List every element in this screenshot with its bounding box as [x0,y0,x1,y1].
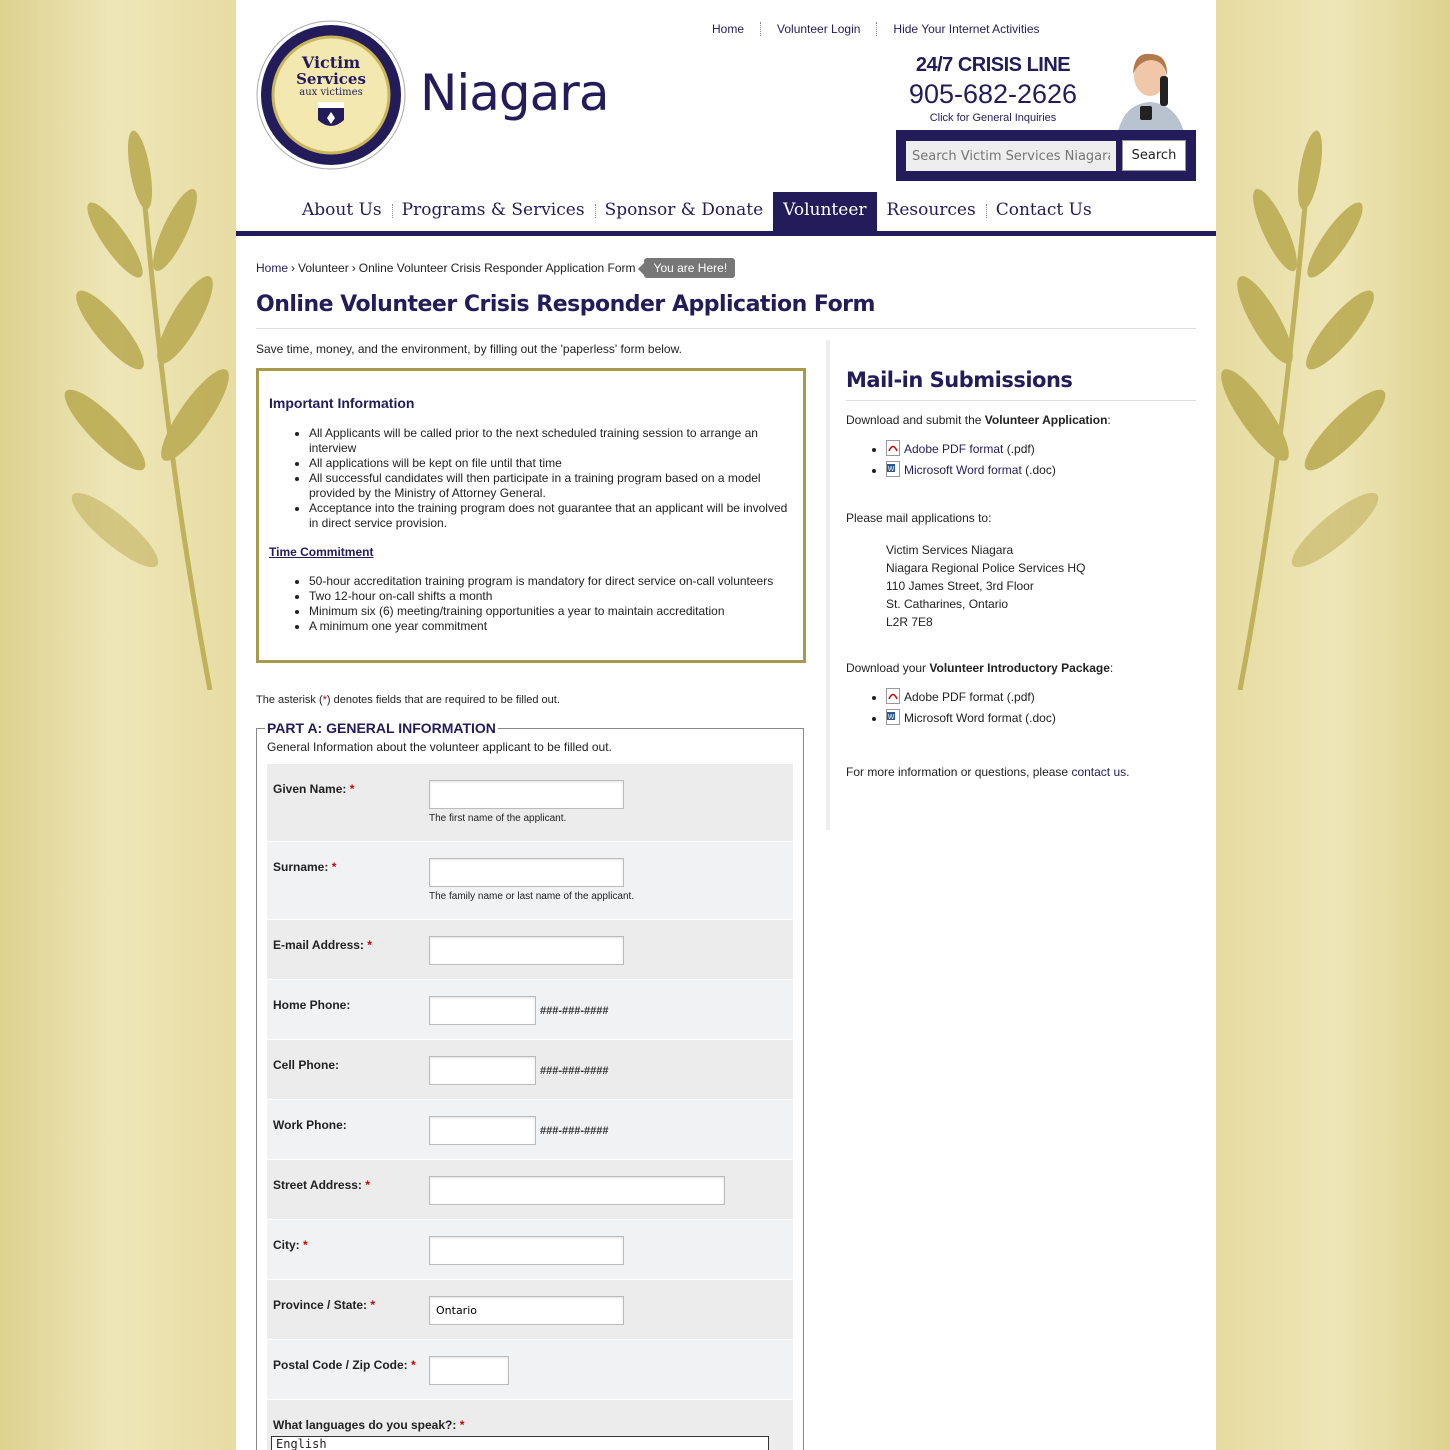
title-divider [256,328,1196,329]
postal-code-label-text: Postal Code / Zip Code: [273,1358,408,1372]
important-info-list [269,426,793,531]
you-are-here-badge: You are Here! [644,258,736,278]
home-phone-input[interactable] [429,996,536,1025]
given-name-row [267,764,793,842]
nav-volunteer[interactable]: Volunteer [773,192,876,231]
list-item: • Minimum six (6) meeting/training opportunities a year to maintain accreditation [309,604,793,619]
general-info-fieldset [256,720,804,1450]
required-star: * [459,1418,465,1432]
list-item: • All successful candidates will then participate in a training program based on a model provided by the Ministry of Attorney General. [309,471,793,501]
application-downloads [846,439,1196,481]
search-bar [896,130,1196,181]
email-label-text: E-mail Address: [273,938,364,952]
search-input[interactable] [906,141,1116,171]
download-application-text [846,413,1196,427]
more-info-before: For more information or questions, please [846,765,1072,779]
province-label [273,1298,375,1312]
home-phone-row [267,980,793,1040]
breadcrumb-separator: › [351,261,356,275]
asterisk-note-before: The asterisk ( [256,694,323,706]
required-star: * [370,1298,376,1312]
required-star: * [322,694,327,706]
required-star: * [331,860,337,874]
asterisk-note [256,694,560,706]
download-package-bold: Volunteer Introductory Package [929,661,1110,675]
pdf-icon [886,688,900,704]
crisis-line[interactable] [896,54,1090,124]
file-extension: (.pdf) [1003,442,1035,456]
file-extension: (.doc) [1021,463,1056,477]
city-row [267,1220,793,1280]
phone-format-hint: ###-###-#### [540,1065,609,1077]
nav-about-us[interactable]: About Us [302,200,382,220]
list-item [886,687,1196,708]
address-line: Victim Services Niagara [886,543,1014,557]
home-phone-label: Home Phone: [273,998,351,1012]
download-application-before: Download and submit the [846,413,985,427]
list-item [886,439,1196,460]
svg-text:W: • W [887,466,895,473]
victim-services-logo[interactable] [256,20,406,170]
download-application-after: : [1107,413,1111,427]
nav-sponsor-donate[interactable]: Sponsor & Donate [595,192,774,231]
required-star: * [367,938,372,952]
logo-text-services: Services [296,70,366,88]
crisis-line-title: 24/7 CRISIS LINE [915,54,1071,76]
more-info-text [846,765,1196,779]
package-word-label: Microsoft Word format (.doc) [904,711,1056,725]
surname-label-text: Surname: [273,860,329,874]
given-name-input[interactable] [429,780,624,809]
mailing-address [886,541,1196,631]
main-nav [236,192,1216,236]
province-label-text: Province / State: [273,1298,368,1312]
street-address-label [273,1178,370,1192]
list-item [886,460,1196,481]
given-name-hint: The first name of the applicant. [429,813,567,824]
list-item: • Two 12-hour on-call shifts a month [309,589,793,604]
top-link-volunteer-login[interactable]: Volunteer Login [760,22,876,36]
list-item: • A minimum one year commitment [309,619,793,634]
part-a-description: General Information about the volunteer applicant to be filled out. [267,740,612,754]
part-a-legend: PART A: GENERAL INFORMATION [267,720,496,736]
address-line: Niagara Regional Police Services HQ [886,561,1086,575]
page-container [236,0,1216,1450]
province-row [267,1280,793,1340]
svg-text:W: • W [887,714,895,721]
address-line: St. Catharines, Ontario [886,597,1009,611]
breadcrumb [256,258,735,278]
phone-format-hint: ###-###-#### [540,1125,609,1137]
required-star: * [303,1238,308,1252]
postal-code-row [267,1340,793,1400]
cell-phone-input[interactable] [429,1056,536,1085]
work-phone-label: Work Phone: [273,1118,347,1132]
time-commitment-list [269,574,793,634]
page-title: Online Volunteer Crisis Responder Application Form [256,292,875,317]
given-name-label [273,782,354,796]
breadcrumb-home[interactable]: Home [256,261,289,275]
crisis-line-phone[interactable]: 905-682-2626 [908,79,1078,109]
download-application-bold: Volunteer Application [984,413,1108,427]
word-icon [886,709,900,725]
city-input[interactable] [429,1236,624,1265]
breadcrumb-current: Online Volunteer Crisis Responder Application Form [358,261,636,275]
top-link-hide-activities[interactable]: Hide Your Internet Activities [876,22,1055,36]
email-label [273,938,372,952]
download-package-text [846,661,1196,675]
address-line: L2R 7E8 [886,615,933,629]
nav-contact-us[interactable]: Contact Us [986,192,1102,231]
search-button[interactable]: Search [1122,140,1186,171]
package-pdf-label: Adobe PDF format (.pdf) [904,690,1035,704]
surname-row [267,842,793,920]
more-info-after: . [1126,765,1130,779]
mail-in-sidebar [826,340,1196,830]
top-links [696,22,1056,36]
phone-format-hint: ###-###-#### [540,1005,609,1017]
languages-textarea[interactable]: English [271,1436,769,1450]
sidebar-title: Mail-in Submissions [846,368,1196,401]
pdf-icon [886,440,900,456]
package-downloads [846,687,1196,729]
intro-text: Save time, money, and the environment, by filling out the 'paperless' form below. [256,342,682,356]
application-pdf-link[interactable]: Adobe PDF format [904,442,1004,456]
breadcrumb-volunteer: Volunteer [298,261,349,275]
surname-input[interactable] [429,858,624,887]
languages-row [267,1400,793,1450]
list-item: • Acceptance into the training program does not guarantee that an applicant will be involved in direct service provision. [309,501,793,531]
word-icon [886,461,900,477]
given-name-label-text: Given Name: [273,782,347,796]
wheat-decoration-right [1210,130,1390,690]
mail-to-text: Please mail applications to: [846,511,992,525]
required-star: * [411,1358,416,1372]
list-item: • All applications will be kept on file until that time [309,456,793,471]
street-address-row [267,1160,793,1220]
important-info-box [256,368,806,663]
list-item: • 50-hour accreditation training program is mandatory for direct service on-call volunteers [309,574,793,589]
crisis-line-subtext[interactable]: Click for General Inquiries [929,112,1057,124]
city-label [273,1238,308,1252]
province-input[interactable] [429,1296,624,1325]
time-commitment-heading: Time Commitment [269,545,374,559]
work-phone-input[interactable] [429,1116,536,1145]
cell-phone-row [267,1040,793,1100]
brand-name[interactable]: Niagara [420,64,609,122]
email-input[interactable] [429,936,624,965]
required-star: * [365,1178,370,1192]
application-word-link[interactable]: Microsoft Word format [904,463,1022,477]
download-package-before: Download your [846,661,930,675]
cell-phone-label: Cell Phone: [273,1058,340,1072]
asterisk-note-after: ) denotes fields that are required to be filled out. [326,694,560,706]
address-line: 110 James Street, 3rd Floor [886,579,1034,593]
list-item [886,708,1196,729]
list-item: • All Applicants will be called prior to the next scheduled training session to arrange an interview [309,426,793,456]
logo-text-victim: Victim [301,53,361,72]
top-link-home[interactable]: Home [712,22,745,36]
street-address-label-text: Street Address: [273,1178,362,1192]
breadcrumb-separator: › [291,261,296,275]
city-label-text: City: [273,1238,300,1252]
download-package-after: : [1109,661,1114,675]
postal-code-label [273,1358,416,1372]
logo-text-aux: aux victimes [299,87,363,98]
required-star: * [349,782,355,796]
work-phone-row [267,1100,793,1160]
nav-resources[interactable]: Resources [886,200,976,220]
email-row [267,920,793,980]
wheat-decoration-left [60,130,240,690]
languages-label-text: What languages do you speak?: [273,1418,457,1432]
postal-code-input[interactable] [429,1356,509,1385]
nav-programs-services[interactable]: Programs & Services [392,192,595,231]
surname-hint: The family name or last name of the applicant. [429,891,635,902]
contact-us-link[interactable]: contact us [1071,765,1127,779]
crisis-operator-photo [1104,46,1196,132]
surname-label [273,860,336,874]
street-address-input[interactable] [429,1176,725,1205]
form-rows [267,764,793,1450]
languages-label [273,1418,464,1432]
important-info-heading: Important Information [269,395,415,411]
